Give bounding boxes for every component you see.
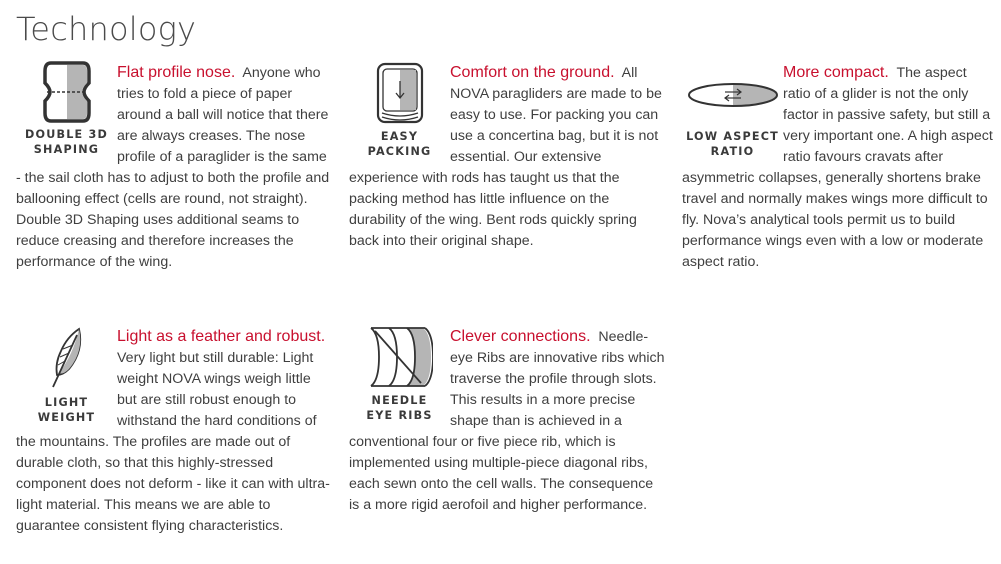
needle-eye-ribs-icon — [367, 325, 433, 389]
feature-heading: Flat profile nose. — [117, 64, 236, 81]
feature-icon-box — [16, 61, 117, 166]
easy-packing-icon — [375, 61, 425, 125]
icon-label-text: DOUBLE 3D SHAPING — [25, 128, 108, 156]
double-3d-shaping-icon — [39, 61, 95, 123]
icon-label-text: LOW ASPECT RATIO — [686, 130, 779, 158]
icon-label-text: EASY PACKING — [367, 130, 432, 158]
feature-heading: More compact. — [783, 64, 889, 81]
feather-icon — [47, 325, 87, 391]
feature-easy-packing — [349, 62, 665, 252]
feature-icon-box — [16, 325, 117, 430]
low-aspect-ratio-icon — [685, 61, 781, 125]
feature-icon-box — [682, 61, 783, 166]
feature-needle-eye-ribs — [349, 326, 665, 516]
feature-body: Needle-eye Ribs are innovative ribs which traverse the profile through slots. This results in a more precise shape than is achieved in a conventional four or five piece rib, which is implemented using multiple-piece diagonal ribs, each sewn onto the cell walls. The consequence is a more rigid aerofoil and higher performance. — [349, 329, 665, 513]
feature-icon-label — [349, 393, 450, 423]
feature-icon-label — [16, 395, 117, 425]
feature-body: All NOVA paragliders are made to be easy to use. For packing you can use a concertina bag, but it is not essential. Our extensive experience with rods has taught us that the packing method has little influence on the durability of the wing. Bent rods quickly spring back into their original shape. — [349, 65, 662, 249]
feature-heading: Light as a feather and robust. — [117, 328, 326, 345]
feature-icon-label — [349, 129, 450, 159]
feature-double-3d-shaping — [16, 62, 332, 273]
feature-low-aspect-ratio — [682, 62, 998, 273]
feature-light-weight — [16, 326, 332, 537]
icon-label-text: NEEDLE EYE RIBS — [366, 394, 433, 422]
feature-body: The aspect ratio of a glider is not the only factor in passive safety, but still a very important one. A high aspect ratio favours cravats after asymmetric collapses, generally shortens brake travel and normally makes wings more difficult to fly. Nova’s analytical tools permit us to build performance wings even with a low or moderate aspect ratio. — [682, 65, 993, 270]
icon-label-text: LIGHT WEIGHT — [37, 396, 96, 424]
feature-icon-box — [349, 325, 450, 430]
feature-icon-box — [349, 61, 450, 166]
page-title: Technology — [16, 10, 197, 48]
feature-heading: Comfort on the ground. — [450, 64, 615, 81]
feature-body: Anyone who tries to fold a piece of paper around a ball will notice that there are always creases. The nose profile of a paraglider is the same - the sail cloth has to adjust to both the profile and ballooning effect (cells are round, not straight). Double 3D Shaping uses additional seams to reduce creasing and therefore increases the performance of the wing. — [16, 65, 330, 270]
feature-body: Very light but still durable: Light weight NOVA wings weigh little but are still robust enough to withstand the hard conditions of the mountains. The profiles are made out of durable cloth, so that this highly-stressed component does not deform - like it can with ultra-light material. This means we are able to guarantee consistent flying characteristics. — [16, 350, 330, 534]
feature-icon-label — [682, 129, 783, 159]
feature-heading: Clever connections. — [450, 328, 591, 345]
feature-icon-label — [16, 127, 117, 157]
